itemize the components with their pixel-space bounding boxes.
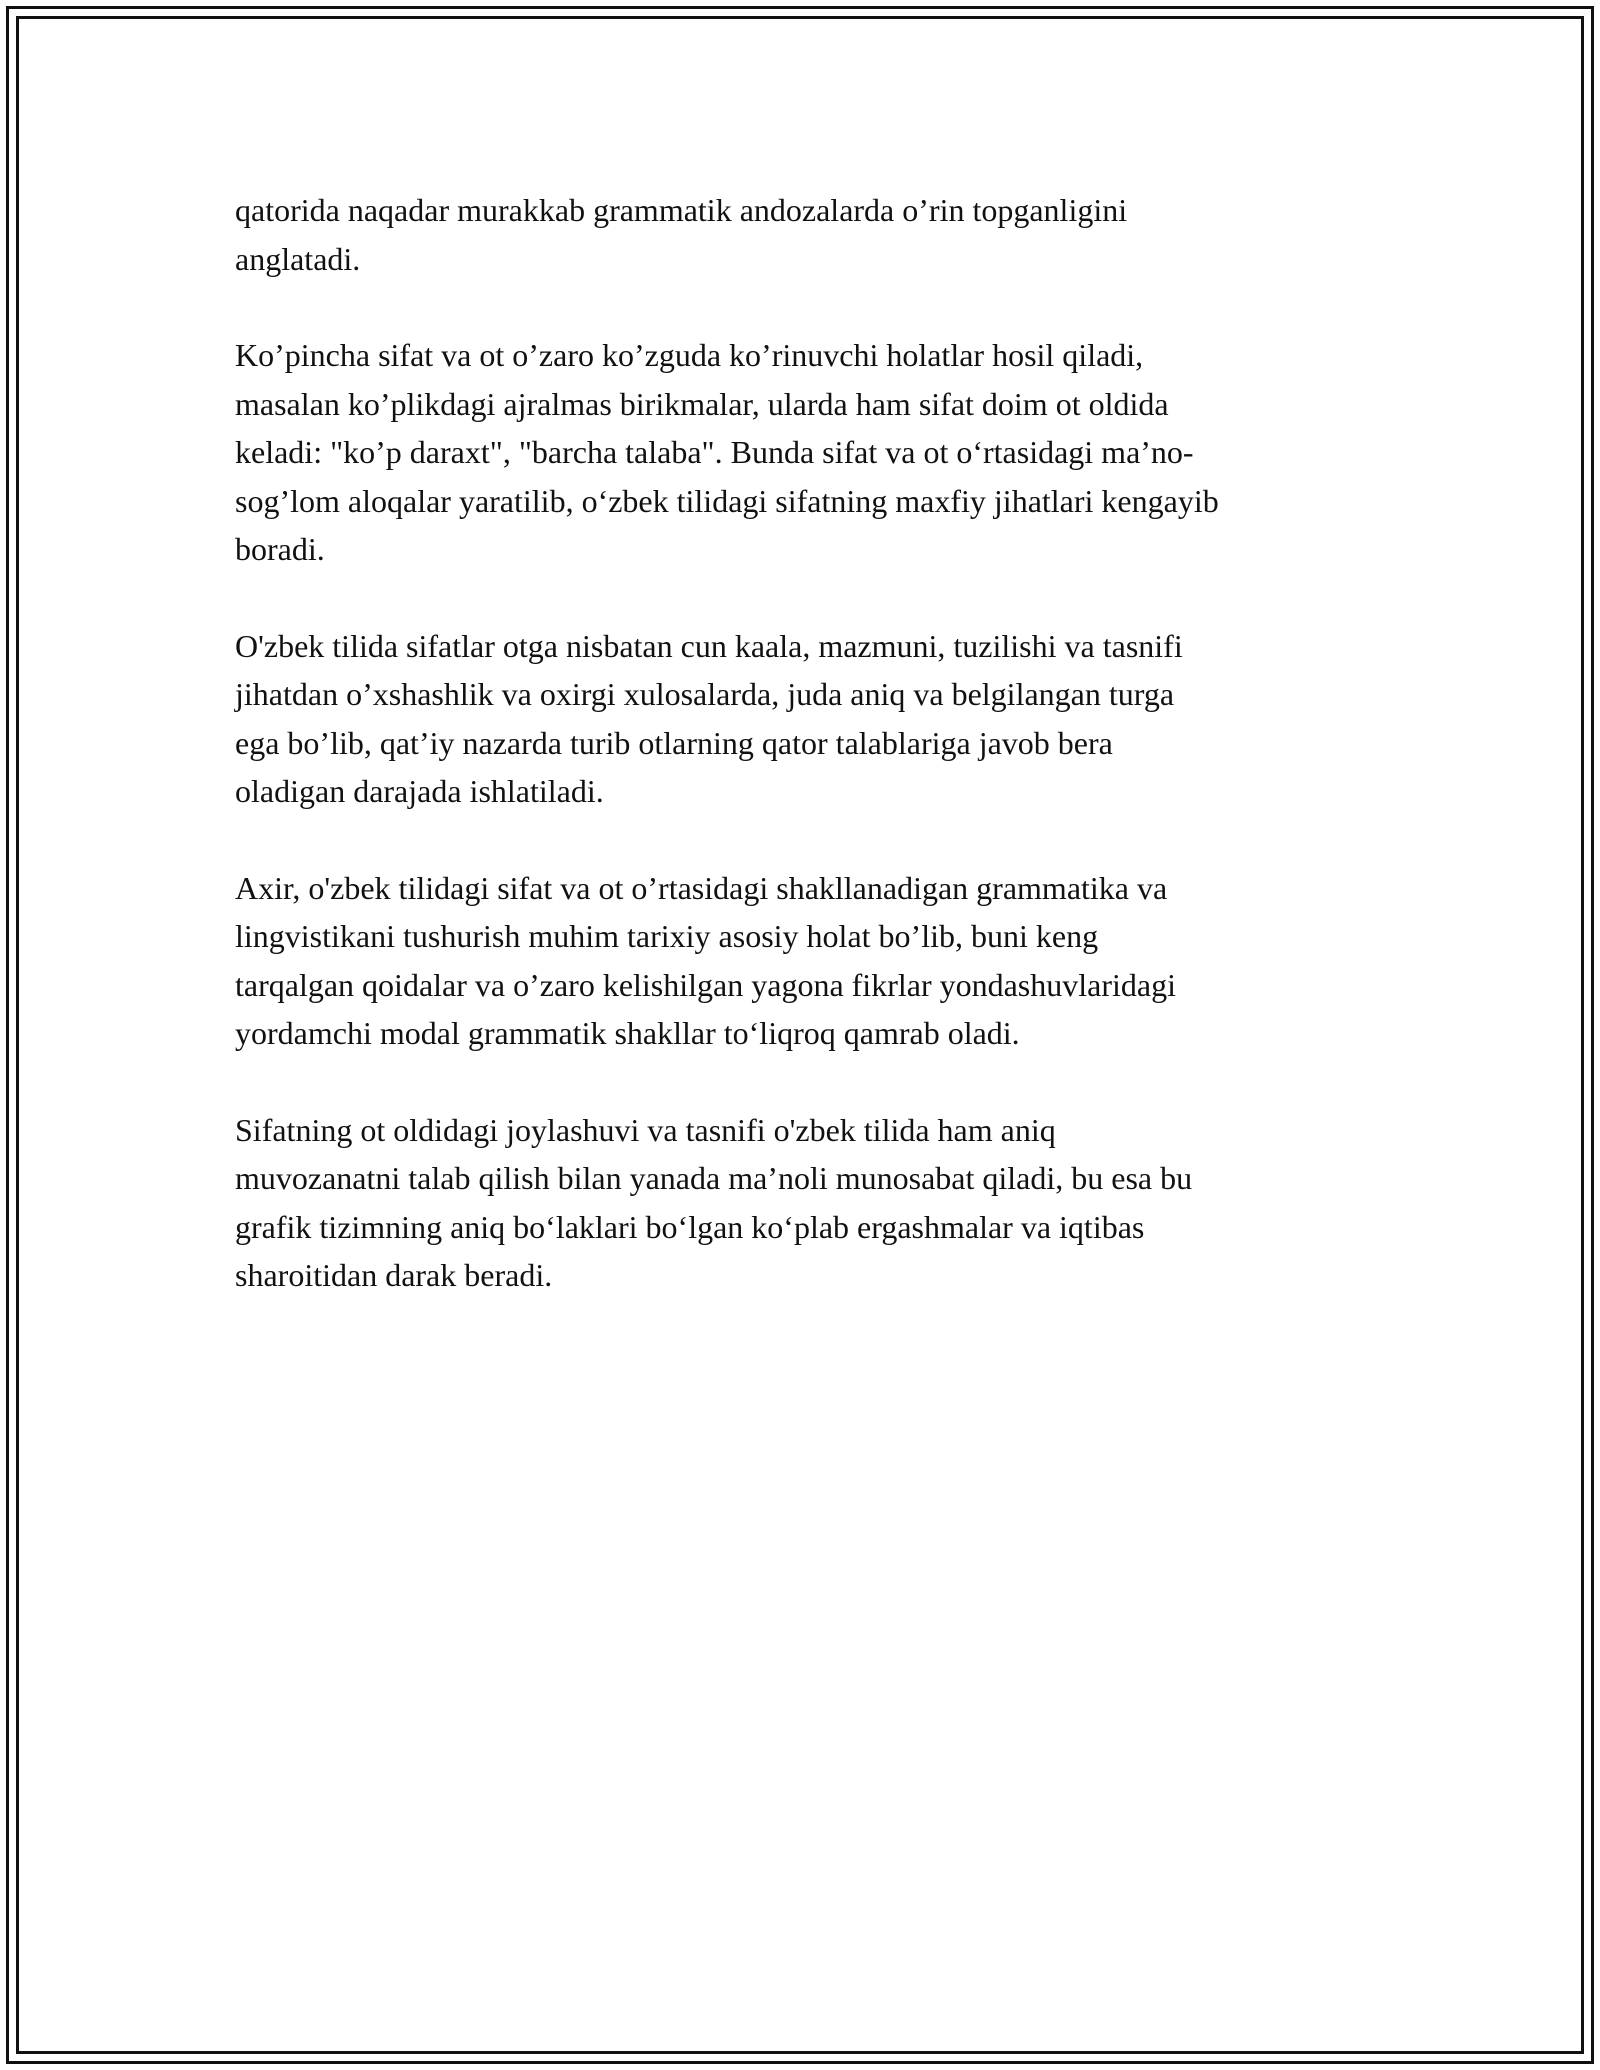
paragraph-2: Ko’pincha sifat va ot o’zaro ko’zguda ko’rinuvchi holatlar hosil qiladi, masalan ko’plikdagi ajralmas birikmalar, ularda ham sifat doim ot oldida keladi: "ko’p daraxt", "barcha talaba". Bunda sifat va ot o‘rtasidagi ma’no- sog’lom aloqalar yaratilib, o‘zbek tilidagi sifatning maxfiy jihatlari kengayib boradi. [235, 337, 1219, 567]
paragraph-4: Axir, o'zbek tilidagi sifat va ot o’rtasidagi shakllanadigan grammatika va lingvistikani tushurish muhim tarixiy asosiy holat bo’lib, buni keng tarqalgan qoidalar va o’zaro kelishilgan yagona fikrlar yondashuvlaridagi yordamchi modal grammatik shakllar to‘liqroq qamrab oladi. [235, 869, 1176, 1051]
paragraph-3: O'zbek tilida sifatlar otga nisbatan cun kaala, mazmuni, tuzilishi va tasnifi jihatdan o’xshashlik va oxirgi xulosalarda, juda aniq va belgilangan turga ega bo’lib, qat’iy nazarda turib otlarning qator talablariga javob bera oladigan darajada ishlatiladi. [235, 627, 1183, 809]
paragraph-1: qatorida naqadar murakkab grammatik andozalarda o’rin topganligini anglatadi. [235, 192, 1128, 277]
paragraph-5: Sifatning ot oldidagi joylashuvi va tasnifi o'zbek tilida ham aniq muvozanatni talab qilish bilan yanada ma’noli munosabat qiladi, bu esa bu grafik tizimning aniq bo‘laklari bo‘lgan ko‘plab ergashmalar va iqtibas sharoitidan darak beradi. [235, 1111, 1193, 1293]
document-body [235, 186, 1375, 1348]
